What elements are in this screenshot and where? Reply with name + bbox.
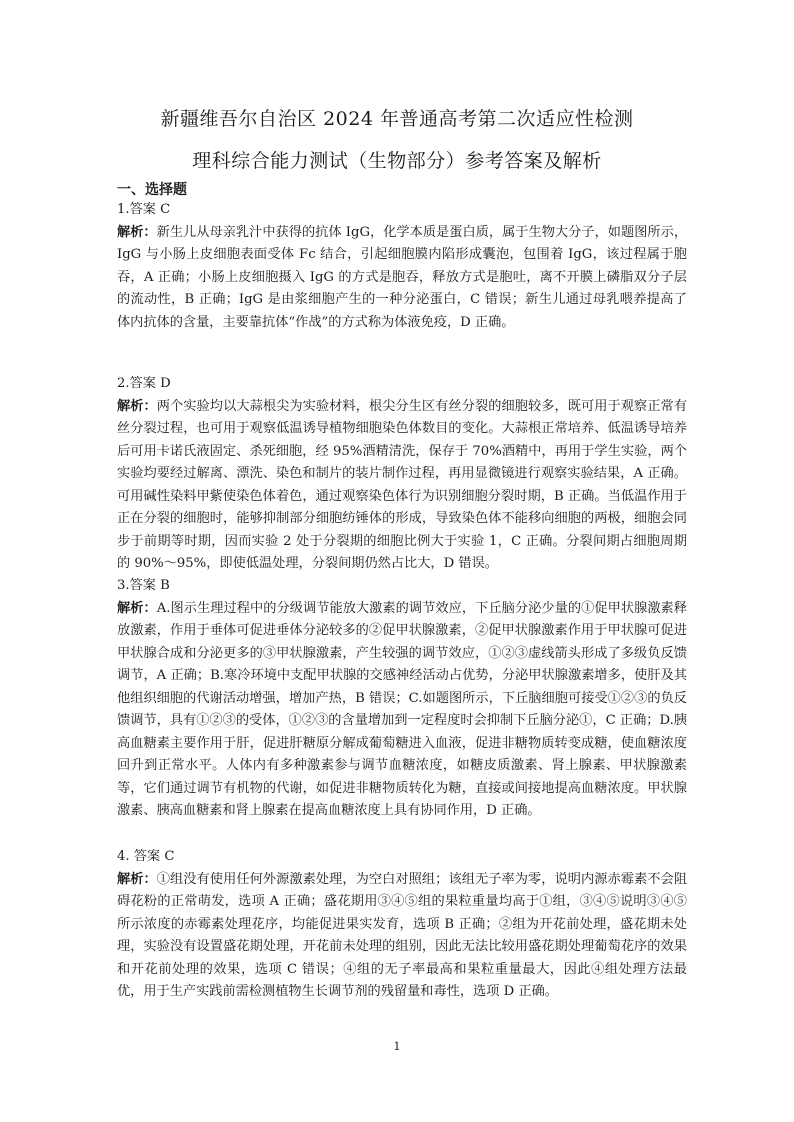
question-block <box>117 846 687 1004</box>
analysis-paragraph <box>117 396 687 576</box>
document-subtitle: 理科综合能力测试（生物部分）参考答案及解析 <box>192 150 602 172</box>
answer-line: 1.答案 C <box>117 202 171 217</box>
answer-line: 3.答案 B <box>117 578 170 593</box>
analysis-label: 解析： <box>117 224 157 240</box>
analysis-text: ①组没有使用任何外源激素处理，为空白对照组；该组无子率为零，说明内源赤霉素不会阻碍花粉的正常萌发，选项 A 正确；盛花期用③④⑤组的果粒重量均高于①组，③④⑤说明③④⑤所示浓度的赤霉素处理花序，均能促进果实发育，选项 B 正确；②组为开花前处理，盛花期未处理，实验没有设置盛花期处理，开花前未处理的组别，因此无法比较用盛花期处理葡萄花序的效果和开花前处理的效果，选项 C 错误；④组的无子率最高和果粒重量最大，因此④组处理方法最优，用于生产实践前需检测植物生长调节剂的残留量和毒性，选项 D 正确。 <box>117 871 688 999</box>
analysis-text: A.图示生理过程中的分级调节能放大激素的调节效应，下丘脑分泌少量的①促甲状腺激素释放激素，作用于垂体可促进垂体分泌较多的②促甲状腺激素，②促甲状腺激素作用于甲状腺可促进甲状腺合成和分泌更多的③甲状腺激素，产生较强的调节效应，①②③虚线箭头形成了多级负反馈调节，A 正确；B.寒冷环境中支配甲状腺的交感神经活动占优势，分泌甲状腺激素增多，使肝及其他组织细胞的代谢活动增强，增加产热，B 错误；C.如题图所示，下丘脑细胞可接受①②③的负反馈调节，具有①②③的受体，①②③的含量增加到一定程度时会抑制下丘脑分泌①，C 正确；D.胰高血糖素主要作用于肝，促进肝糖原分解成葡萄糖进入血液，促进非糖物质转变成糖，使血糖浓度回升到正常水平。人体内有多种激素参与调节血糖浓度，如糖皮质激素、肾上腺素、甲状腺激素等，它们通过调节有机物的代谢，如促进非糖物质转化为糖，直接或间接地提高血糖浓度。甲状腺激素、胰高血糖素和肾上腺素在提高血糖浓度上具有协同作用，D 正确。 <box>117 600 687 818</box>
section-heading: 一、选择题 <box>117 182 187 198</box>
answer-line: 4. 答案 C <box>117 849 175 864</box>
analysis-text: 两个实验均以大蒜根尖为实验材料，根尖分生区有丝分裂的细胞较多，既可用于观察正常有丝分裂过程，也可用于观察低温诱导植物细胞染色体数目的变化。大蒜根正常培养、低温诱导培养后可用卡诺氏液固定、杀死细胞，经 95%酒精清洗，保存于 70%酒精中，再用于学生实验，两个实验均要经过解离、漂洗、染色和制片的装片制作过程，再用显微镜进行观察实验结果，A 正确。可用碱性染料甲紫使染色体着色，通过观察染色体行为识别细胞分裂时期，B 正确。当低温作用于正在分裂的细胞时，能够抑制部分细胞纺锤体的形成，导致染色体不能移向细胞的两极，细胞会同步于前期等时期，因而实验 2 处于分裂期的细胞比例大于实验 1，C 正确。分裂间期占细胞周期的 90%～95%，即使低温处理，分裂间期仍然占比大，D 错误。 <box>117 398 688 571</box>
analysis-paragraph <box>117 222 687 335</box>
analysis-label: 解析： <box>117 600 157 616</box>
analysis-paragraph <box>117 869 687 1004</box>
document-title: 新疆维吾尔自治区 2024 年普通高考第二次适应性检测 <box>160 108 634 130</box>
answer-line: 2.答案 D <box>117 376 171 391</box>
question-block <box>117 199 687 334</box>
analysis-label: 解析： <box>117 398 157 414</box>
page-number: 1 <box>393 1040 401 1053</box>
question-block <box>117 575 687 823</box>
analysis-text: 新生儿从母亲乳汁中获得的抗体 IgG，化学本质是蛋白质，属于生物大分子，如题图所示，IgG 与小肠上皮细胞表面受体 Fc 结合，引起细胞膜内陷形成囊泡，包围着 IgG，该过程属于胞吞，A 正确；小肠上皮细胞摄入 IgG 的方式是胞吞，释放方式是胞吐，离不开膜上磷脂双分子层的流动性，B 正确；IgG 是由浆细胞产生的一种分泌蛋白，C 错误；新生儿通过母乳喂养提高了体内抗体的含量，主要靠抗体“作战”的方式称为体液免疫，D 正确。 <box>117 224 688 330</box>
question-block <box>117 373 687 576</box>
analysis-label: 解析： <box>117 871 157 887</box>
analysis-paragraph <box>117 598 687 823</box>
